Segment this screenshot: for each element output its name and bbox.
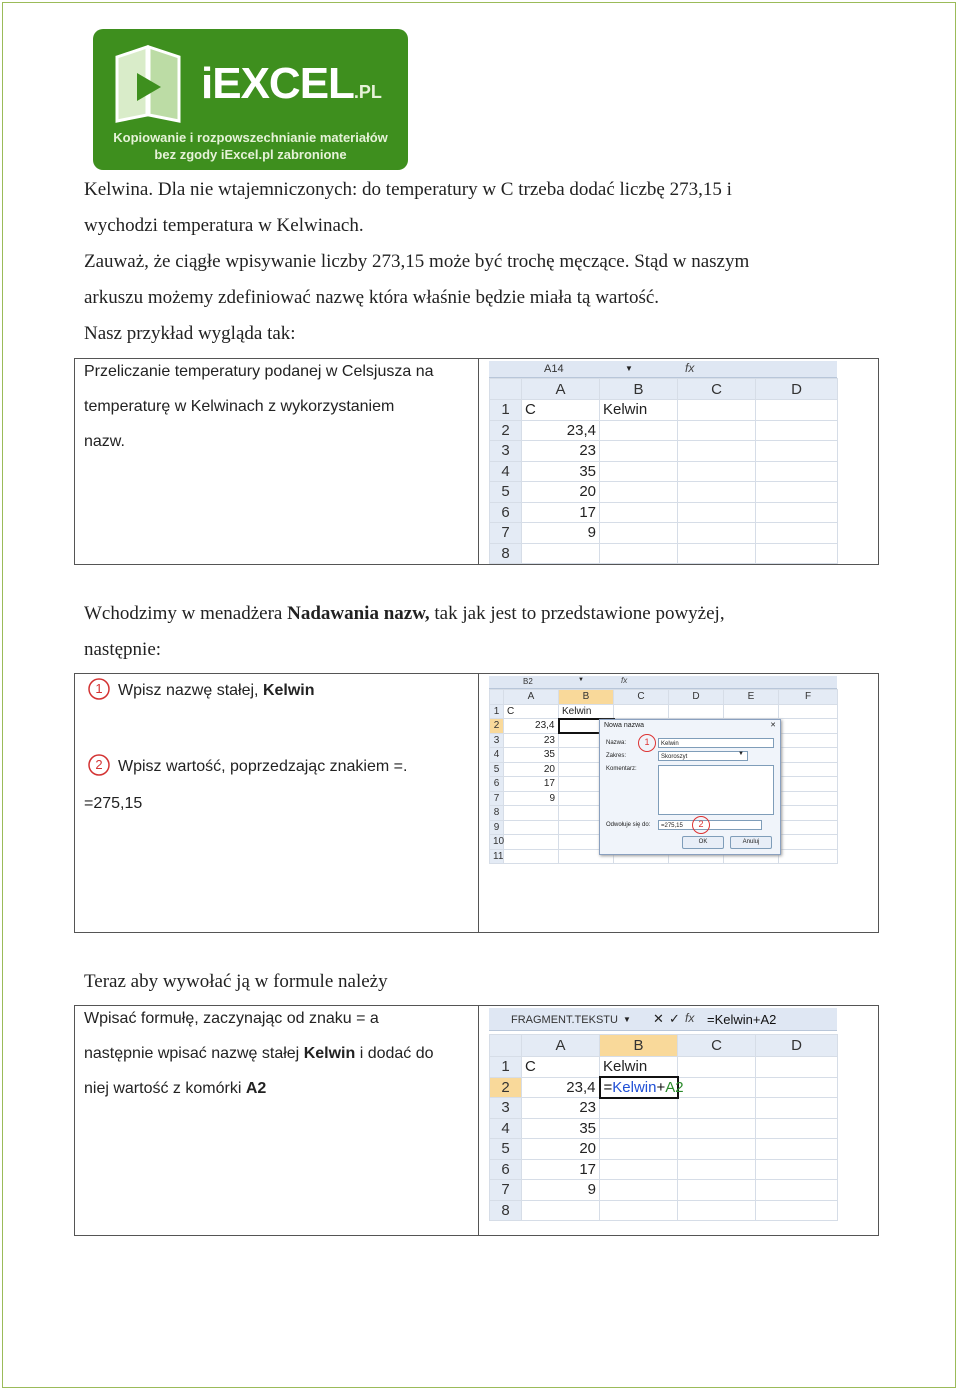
cell: 9 [522,523,600,544]
formula-box [74,1005,879,1236]
paragraph-formula: Teraz aby wywołać ją w formule należy [84,971,388,992]
formula-bar [489,1008,837,1031]
cell: 35 [522,1118,600,1139]
cell: Kelwin [600,400,678,421]
row-header: 2 [490,1077,522,1098]
row-header: 3 [490,441,522,462]
row-header: 7 [490,791,504,806]
row-header: 1 [490,704,504,719]
column-header: A [522,379,600,400]
ok-button[interactable]: OK [682,836,724,849]
fx-icon[interactable]: fx [685,1011,695,1025]
comment-label: Komentarz: [606,766,637,772]
formula-bar [489,676,837,689]
name-label: Nazwa: [606,740,627,746]
column-header: B [600,1035,678,1057]
row-header: 8 [490,1200,522,1221]
refers-to-input[interactable]: =275,15 [658,820,762,830]
close-icon[interactable]: ✕ [770,722,776,729]
column-header: C [678,379,756,400]
row-header: 6 [490,502,522,523]
cell: 23 [504,733,559,748]
row-header: 3 [490,1098,522,1119]
scope-select[interactable]: Skoroszyt [658,751,748,761]
scope-label: Zakres: [606,753,627,759]
paragraph-example: Nasz przykład wygląda tak: [84,323,296,344]
row-header: 7 [490,1180,522,1201]
row-header: 1 [490,400,522,421]
name-box: B2 [523,677,533,686]
cell: 17 [522,1159,600,1180]
cell: 17 [504,777,559,792]
excel-screenshot-1 [489,361,837,562]
dropdown-arrow-icon: ▼ [625,364,633,373]
row-header: 11 [490,849,504,864]
column-header: F [779,690,838,705]
paragraph-name-manager: Wchodzimy w menadżera Nadawania nazw, tak jak jest to przedstawione powyżej, następnie: [84,603,725,660]
cell: 23,4 [504,719,559,734]
row-header: 1 [490,1057,522,1078]
fx-icon: fx [685,361,695,375]
column-header: C [614,690,669,705]
row-header: 4 [490,461,522,482]
constant-value: =275,15 [84,795,143,812]
cell: C [504,704,559,719]
cell: C [522,1057,600,1078]
cell: Kelwin [559,704,614,719]
column-header: A [522,1035,600,1057]
row-header: 4 [490,1118,522,1139]
column-header: A [504,690,559,705]
cancel-button[interactable]: Anuluj [730,836,772,849]
spreadsheet-grid [489,1034,838,1221]
column-header: B [559,690,614,705]
formula-input[interactable]: =Kelwin+A2 [707,1012,777,1027]
column-header: D [756,1035,838,1057]
column-header: D [669,690,724,705]
new-name-dialog [599,719,781,855]
cell: 35 [504,748,559,763]
row-header: 6 [490,777,504,792]
cell: C [522,400,600,421]
row-header: 3 [490,733,504,748]
formula-instructions: Wpisać formułę, zaczynając od znaku = a następnie wpisać nazwę stałej Kelwin i dodać do niej wartość z komórki A2 [84,1010,434,1097]
cell: 20 [522,482,600,503]
cell: 20 [504,762,559,777]
cell: 23,4 [522,420,600,441]
cell: 9 [504,791,559,806]
row-header: 5 [490,762,504,777]
name-box: A14 [544,363,564,375]
steps-box: 1 Wpisz nazwę stałej, Kelwin 2 Wpisz wartość, poprzedzając znakiem =. =275,15 B2 ▼ fx A B C D E F 1 C Kelwin 2 23,4 3 23 4 35 5 20 6 17 7 9 8 9 10 11 Nowa nazwa ✕ Nazwa: Kelwin Zakres: Skoroszyt ▼ Komentarz: Odwołuje się do: =275,15 OK Anuluj 1 2 [74,673,879,933]
book-play-icon [111,43,185,123]
dropdown-arrow-icon: ▼ [623,1015,631,1024]
cell: 23 [522,441,600,462]
cell: 20 [522,1139,600,1160]
marker-2: 2 [692,816,710,834]
name-input[interactable]: Kelwin [658,738,774,748]
row-header: 2 [490,420,522,441]
row-header: 6 [490,1159,522,1180]
cell: 23,4 [522,1077,600,1098]
row-header: 4 [490,748,504,763]
cell: 23 [522,1098,600,1119]
accept-entry-icon[interactable]: ✓ [669,1011,680,1026]
select-all-corner [490,379,522,400]
step-2-text: Wpisz wartość, poprzedzając znakiem =. [118,758,408,775]
fx-icon: fx [621,676,628,685]
logo-brand: iEXCEL.PL [201,59,382,108]
refers-to-label: Odwołuje się do: [606,822,651,828]
row-header: 5 [490,1139,522,1160]
example-description: Przeliczanie temperatury podanej w Celsjusza na temperaturę w Kelwinach z wykorzystaniem nazw. [84,363,434,450]
row-header: 10 [490,835,504,850]
marker-1: 1 [638,734,656,752]
iexcel-logo [93,29,408,170]
cell: 9 [522,1180,600,1201]
column-header: B [600,379,678,400]
cell: 35 [522,461,600,482]
comment-textarea[interactable] [658,765,774,815]
paragraph-intro: Kelwina. Dla nie wtajemniczonych: do temperatury w C trzeba dodać liczbę 273,15 i wychodzi temperatura w Kelwinach. [84,179,732,236]
example-box [74,358,879,565]
cell: 17 [522,502,600,523]
column-header: C [678,1035,756,1057]
step-1-text: Wpisz nazwę stałej, Kelwin [118,682,315,699]
cell: Kelwin [600,1057,678,1078]
row-header: 2 [490,719,504,734]
row-header: 7 [490,523,522,544]
formula-bar [489,361,837,378]
column-header: D [756,379,838,400]
logo-copyright-notice: Kopiowanie i rozpowszechnianie materiałów bez zgody iExcel.pl zabronione [113,130,388,162]
row-header: 9 [490,820,504,835]
dialog-title: Nowa nazwa [604,722,645,729]
cancel-entry-icon[interactable]: ✕ [653,1011,664,1026]
row-header: 5 [490,482,522,503]
column-header: E [724,690,779,705]
row-header: 8 [490,543,522,564]
excel-screenshot-3 [489,1008,837,1222]
formula-cell: =Kelwin+A2 [600,1077,678,1098]
spreadsheet-grid [489,378,838,564]
dropdown-arrow-icon: ▼ [578,677,584,683]
chevron-down-icon[interactable]: ▼ [738,751,744,757]
paragraph-naming: Zauważ, że ciągłe wpisywanie liczby 273,15 może być trochę męczące. Stąd w naszym arkuszu możemy zdefiniować nazwę która właśnie będzie miała tą wartość. [84,251,750,308]
excel-screenshot-2 [489,676,837,864]
name-box: FRAGMENT.TEKSTU [511,1014,618,1026]
row-header: 8 [490,806,504,821]
